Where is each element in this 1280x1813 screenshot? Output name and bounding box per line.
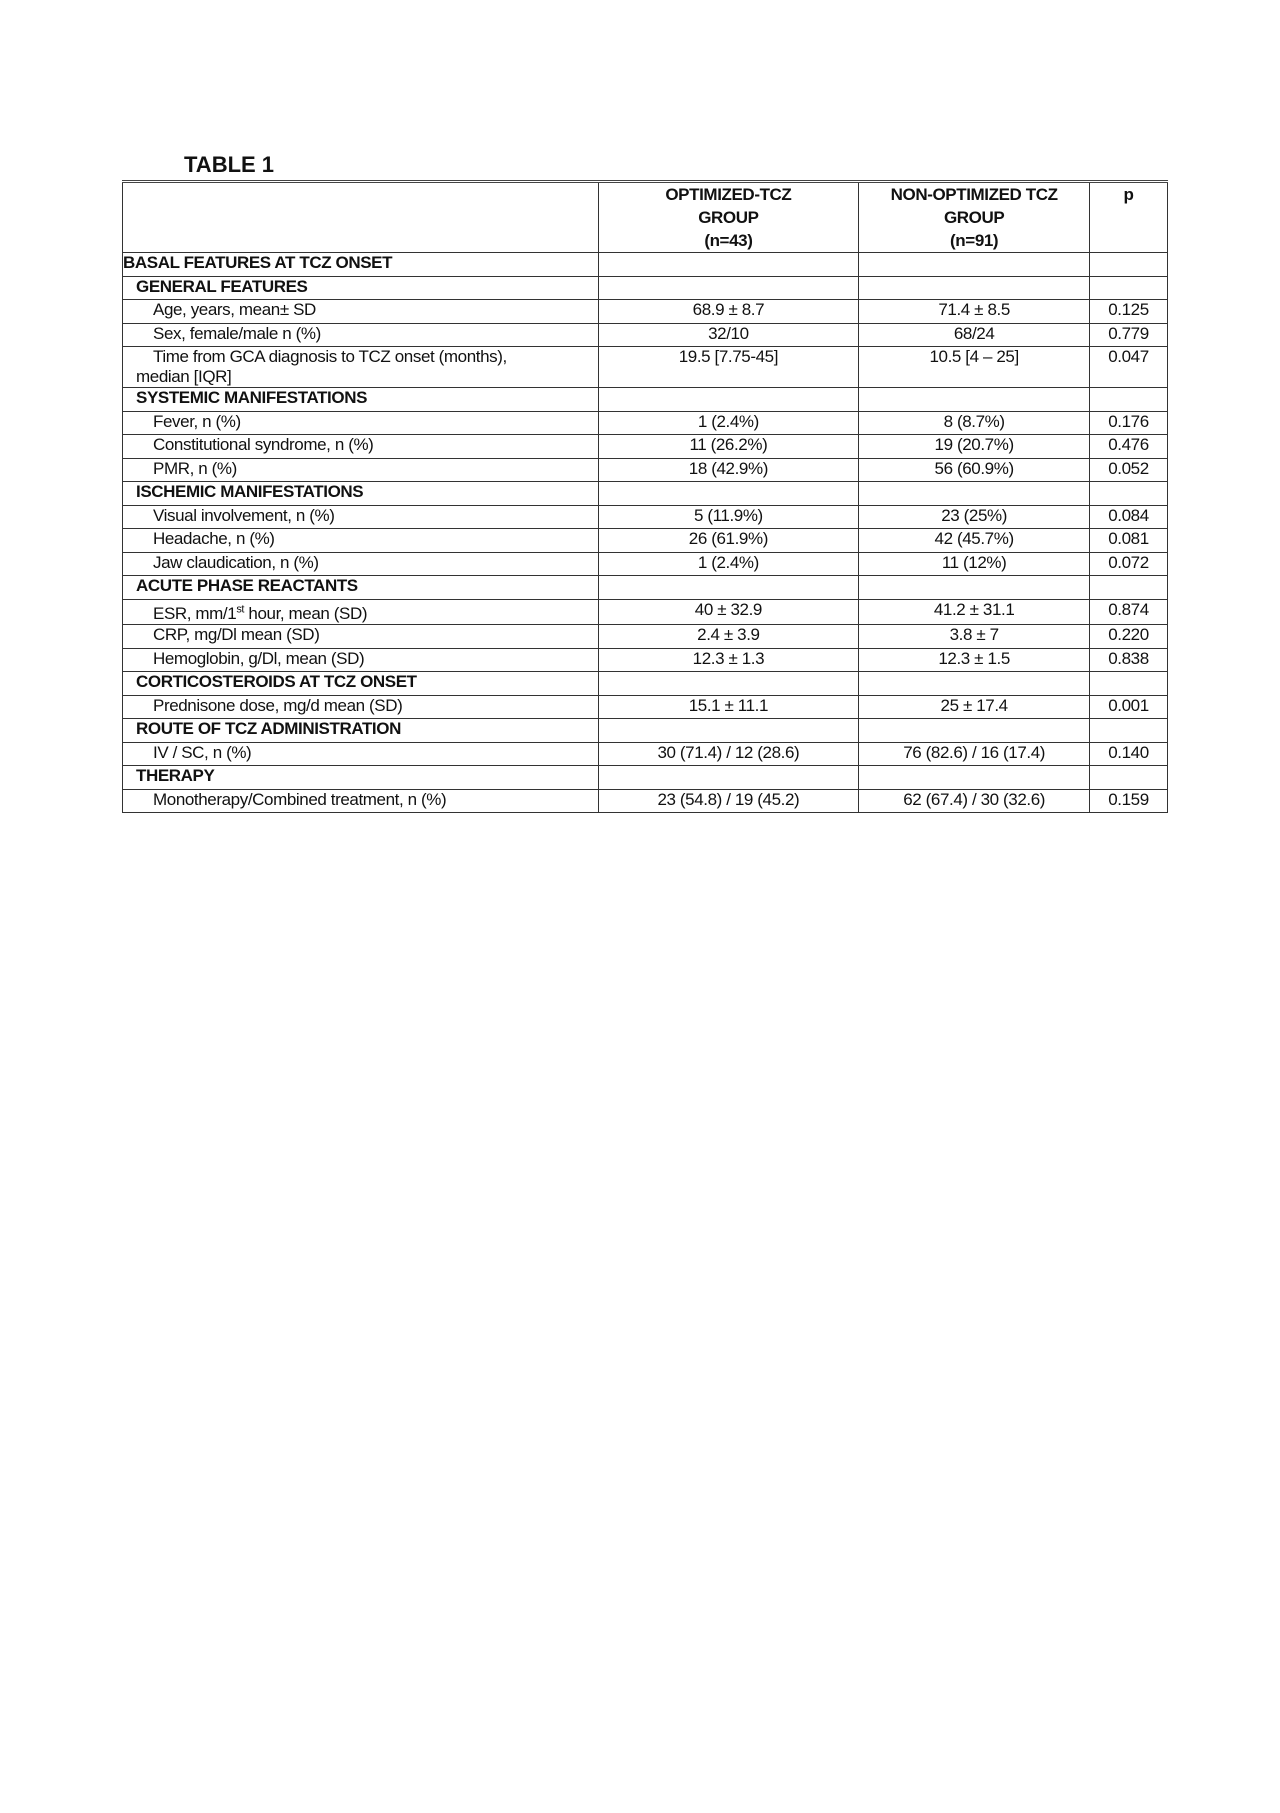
non-optimized-value: 25 ± 17.4: [859, 695, 1090, 719]
table-row: [123, 458, 1168, 482]
table-row: [123, 435, 1168, 459]
superscript: st: [236, 603, 245, 616]
p-value: 0.176: [1090, 411, 1168, 435]
p-value: 0.874: [1090, 599, 1168, 625]
section-row: [123, 276, 1168, 300]
empty-cell: [859, 253, 1090, 277]
section-label: SYSTEMIC MANIFESTATIONS: [123, 388, 599, 412]
row-label-text: Time from GCA diagnosis to TCZ onset (months),: [153, 347, 507, 366]
row-label: [123, 411, 599, 435]
table-row: [123, 552, 1168, 576]
non-optimized-value: 10.5 [4 – 25]: [859, 347, 1090, 388]
section-row: [123, 388, 1168, 412]
non-optimized-value: 8 (8.7%): [859, 411, 1090, 435]
p-value: 0.047: [1090, 347, 1168, 388]
optimized-value: 1 (2.4%): [598, 411, 859, 435]
row-label-text: Hemoglobin, g/Dl, mean (SD): [153, 648, 365, 668]
empty-cell: [859, 276, 1090, 300]
baseline-features-table: [122, 180, 1168, 813]
header-line: GROUP: [698, 208, 759, 227]
header-line: OPTIMIZED-TCZ: [665, 185, 792, 204]
table-row: [123, 695, 1168, 719]
row-label-text: PMR, n (%): [153, 458, 237, 478]
row-label: [123, 458, 599, 482]
section-label: ROUTE OF TCZ ADMINISTRATION: [123, 719, 599, 743]
row-label-text: Headache, n (%): [153, 529, 275, 548]
empty-cell: [859, 672, 1090, 696]
optimized-value: 1 (2.4%): [598, 552, 859, 576]
non-optimized-value: 76 (82.6) / 16 (17.4): [859, 742, 1090, 766]
table-row: [123, 625, 1168, 649]
row-label-text: Jaw claudication, n (%): [153, 552, 319, 572]
p-value: 0.125: [1090, 300, 1168, 324]
non-optimized-value: 41.2 ± 31.1: [859, 599, 1090, 625]
header-line: NON-OPTIMIZED TCZ: [890, 185, 1058, 204]
header-p-value: p: [1090, 182, 1168, 253]
empty-cell: [859, 719, 1090, 743]
table-row: [123, 529, 1168, 553]
header-line: (n=43): [704, 231, 753, 250]
row-label-text: Sex, female/male n (%): [153, 323, 321, 343]
p-value: 0.779: [1090, 323, 1168, 347]
empty-cell: [1090, 766, 1168, 790]
section-row: [123, 766, 1168, 790]
header-line: (n=91): [950, 231, 999, 250]
non-optimized-value: 71.4 ± 8.5: [859, 300, 1090, 324]
row-label: [123, 300, 599, 324]
row-label: [123, 695, 599, 719]
empty-cell: [1090, 576, 1168, 600]
section-label: ISCHEMIC MANIFESTATIONS: [123, 482, 599, 506]
empty-cell: [598, 672, 859, 696]
p-value: 0.072: [1090, 552, 1168, 576]
main-section-label: BASAL FEATURES AT TCZ ONSET: [123, 253, 599, 277]
section-row: [123, 672, 1168, 696]
row-label: [123, 552, 599, 576]
table-row: [123, 300, 1168, 324]
section-label: GENERAL FEATURES: [123, 276, 599, 300]
optimized-value: 11 (26.2%): [598, 435, 859, 459]
non-optimized-value: 19 (20.7%): [859, 435, 1090, 459]
row-label: [123, 742, 599, 766]
table-row: [123, 742, 1168, 766]
header-non-optimized-group: [859, 182, 1090, 253]
p-value: 0.052: [1090, 458, 1168, 482]
row-label-text: Visual involvement, n (%): [153, 505, 335, 525]
p-value: 0.084: [1090, 505, 1168, 529]
row-label-text: CRP, mg/Dl mean (SD): [153, 625, 320, 645]
row-label: [123, 435, 599, 459]
row-label-text: Monotherapy/Combined treatment, n (%): [153, 789, 447, 809]
empty-cell: [859, 482, 1090, 506]
optimized-value: 2.4 ± 3.9: [598, 625, 859, 649]
optimized-value: 15.1 ± 11.1: [598, 695, 859, 719]
row-label-text: Prednisone dose, mg/d mean (SD): [153, 695, 403, 715]
table-row: [123, 347, 1168, 388]
main-section-row: [123, 253, 1168, 277]
empty-cell: [598, 253, 859, 277]
row-label: [123, 599, 599, 625]
row-label: [123, 347, 599, 388]
row-label: [123, 505, 599, 529]
empty-cell: [598, 719, 859, 743]
row-label: [123, 789, 599, 813]
table-header-row: [123, 182, 1168, 253]
optimized-value: 18 (42.9%): [598, 458, 859, 482]
optimized-value: 68.9 ± 8.7: [598, 300, 859, 324]
non-optimized-value: 62 (67.4) / 30 (32.6): [859, 789, 1090, 813]
p-value: 0.159: [1090, 789, 1168, 813]
optimized-value: 32/10: [598, 323, 859, 347]
header-optimized-group: [598, 182, 859, 253]
row-label-text: IV / SC, n (%): [153, 742, 252, 762]
non-optimized-value: 68/24: [859, 323, 1090, 347]
row-label-text: Constitutional syndrome, n (%): [153, 435, 374, 454]
optimized-value: 26 (61.9%): [598, 529, 859, 553]
empty-cell: [598, 276, 859, 300]
non-optimized-value: 11 (12%): [859, 552, 1090, 576]
empty-cell: [1090, 388, 1168, 412]
section-row: [123, 719, 1168, 743]
row-label: [123, 323, 599, 347]
optimized-value: 5 (11.9%): [598, 505, 859, 529]
row-label: [123, 648, 599, 672]
optimized-value: 23 (54.8) / 19 (45.2): [598, 789, 859, 813]
table-title: TABLE 1: [184, 152, 275, 177]
row-label: [123, 529, 599, 553]
empty-cell: [1090, 253, 1168, 277]
empty-cell: [859, 766, 1090, 790]
p-value: 0.838: [1090, 648, 1168, 672]
section-row: [123, 576, 1168, 600]
empty-cell: [1090, 719, 1168, 743]
section-label: CORTICOSTEROIDS AT TCZ ONSET: [123, 672, 599, 696]
table-row: [123, 648, 1168, 672]
non-optimized-value: 23 (25%): [859, 505, 1090, 529]
empty-cell: [1090, 276, 1168, 300]
empty-cell: [598, 576, 859, 600]
section-label: THERAPY: [123, 766, 599, 790]
row-label-continuation: median [IQR]: [136, 367, 232, 386]
p-value: 0.001: [1090, 695, 1168, 719]
optimized-value: 19.5 [7.75-45]: [598, 347, 859, 388]
header-line: GROUP: [943, 208, 1005, 227]
non-optimized-value: 56 (60.9%): [859, 458, 1090, 482]
p-value: 0.140: [1090, 742, 1168, 766]
row-label-text: Age, years, mean± SD: [153, 300, 316, 319]
table-row: [123, 505, 1168, 529]
non-optimized-value: 3.8 ± 7: [859, 625, 1090, 649]
empty-cell: [598, 388, 859, 412]
empty-cell: [1090, 482, 1168, 506]
table-row: [123, 599, 1168, 625]
p-value: 0.220: [1090, 625, 1168, 649]
empty-cell: [1090, 672, 1168, 696]
optimized-value: 30 (71.4) / 12 (28.6): [598, 742, 859, 766]
empty-cell: [598, 482, 859, 506]
non-optimized-value: 42 (45.7%): [859, 529, 1090, 553]
table-row: [123, 789, 1168, 813]
non-optimized-value: 12.3 ± 1.5: [859, 648, 1090, 672]
section-label: ACUTE PHASE REACTANTS: [123, 576, 599, 600]
section-row: [123, 482, 1168, 506]
row-label-text: ESR, mm/1st hour, mean (SD): [153, 603, 368, 624]
header-empty: [123, 182, 599, 253]
empty-cell: [598, 766, 859, 790]
empty-cell: [859, 576, 1090, 600]
optimized-value: 40 ± 32.9: [598, 599, 859, 625]
table-row: [123, 411, 1168, 435]
p-value: 0.081: [1090, 529, 1168, 553]
p-value: 0.476: [1090, 435, 1168, 459]
row-label: [123, 625, 599, 649]
table-row: [123, 323, 1168, 347]
empty-cell: [859, 388, 1090, 412]
row-label-text: Fever, n (%): [153, 411, 241, 431]
optimized-value: 12.3 ± 1.3: [598, 648, 859, 672]
